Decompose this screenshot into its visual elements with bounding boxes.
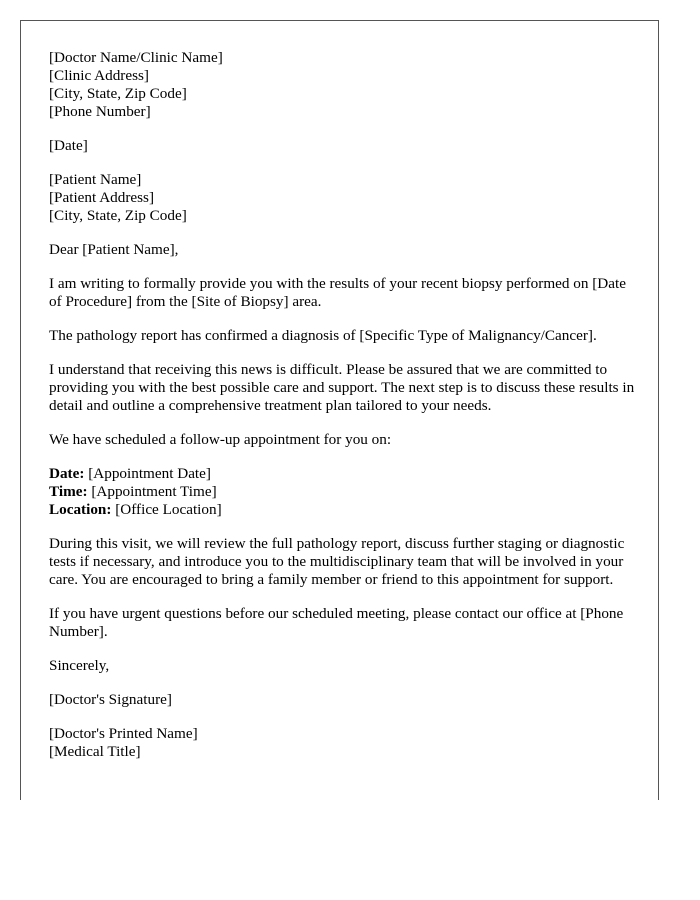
- appointment-date-label: Date:: [49, 465, 85, 482]
- salutation: Dear [Patient Name],: [49, 241, 179, 258]
- sender-name: [Doctor Name/Clinic Name]: [49, 49, 223, 66]
- appointment-time-label: Time:: [49, 483, 88, 500]
- paragraph-results: I am writing to formally provide you with the results of your recent biopsy performed on [Date of Procedure] from the [Site of Biopsy] area.: [49, 275, 626, 310]
- paragraph-appointment-intro: We have scheduled a follow-up appointment for you on:: [49, 431, 392, 448]
- appointment-date-line: [49, 465, 639, 483]
- sender-address: [Clinic Address]: [49, 67, 149, 84]
- paragraph-contact: If you have urgent questions before our scheduled meeting, please contact our office at [Phone Number].: [49, 605, 624, 640]
- closing: Sincerely,: [49, 657, 110, 674]
- appointment-time-value: [Appointment Time]: [87, 483, 217, 500]
- appointment-location-value: [Office Location]: [111, 501, 222, 518]
- recipient-block: [49, 171, 639, 225]
- signature: [Doctor's Signature]: [49, 691, 172, 708]
- appointment-details: [49, 465, 639, 519]
- doctor-printed-name: [Doctor's Printed Name]: [49, 725, 198, 742]
- letter-page: [20, 20, 659, 800]
- appointment-location-line: [49, 501, 639, 519]
- recipient-address: [Patient Address]: [49, 189, 155, 206]
- paragraph-support: I understand that receiving this news is difficult. Please be assured that we are committed to providing you with the best possible care and support. The next step is to discuss these results in detail and outline a comprehensive treatment plan tailored to your needs.: [49, 361, 635, 414]
- appointment-date-value: [Appointment Date]: [84, 465, 211, 482]
- signoff-block: [49, 725, 639, 761]
- letter-content: [49, 49, 639, 777]
- sender-block: [49, 49, 639, 121]
- paragraph-visit: During this visit, we will review the full pathology report, discuss further staging or diagnostic tests if necessary, and introduce you to the multidisciplinary team that will be involved in your care. You are encouraged to bring a family member or friend to this appointment for support.: [49, 535, 625, 588]
- appointment-time-line: [49, 483, 639, 501]
- sender-city: [City, State, Zip Code]: [49, 85, 187, 102]
- appointment-location-label: Location:: [49, 501, 112, 518]
- recipient-name: [Patient Name]: [49, 171, 142, 188]
- paragraph-diagnosis: The pathology report has confirmed a diagnosis of [Specific Type of Malignancy/Cancer].: [49, 327, 597, 344]
- medical-title: [Medical Title]: [49, 743, 141, 760]
- recipient-city: [City, State, Zip Code]: [49, 207, 187, 224]
- sender-phone: [Phone Number]: [49, 103, 151, 120]
- letter-date: [Date]: [49, 137, 88, 154]
